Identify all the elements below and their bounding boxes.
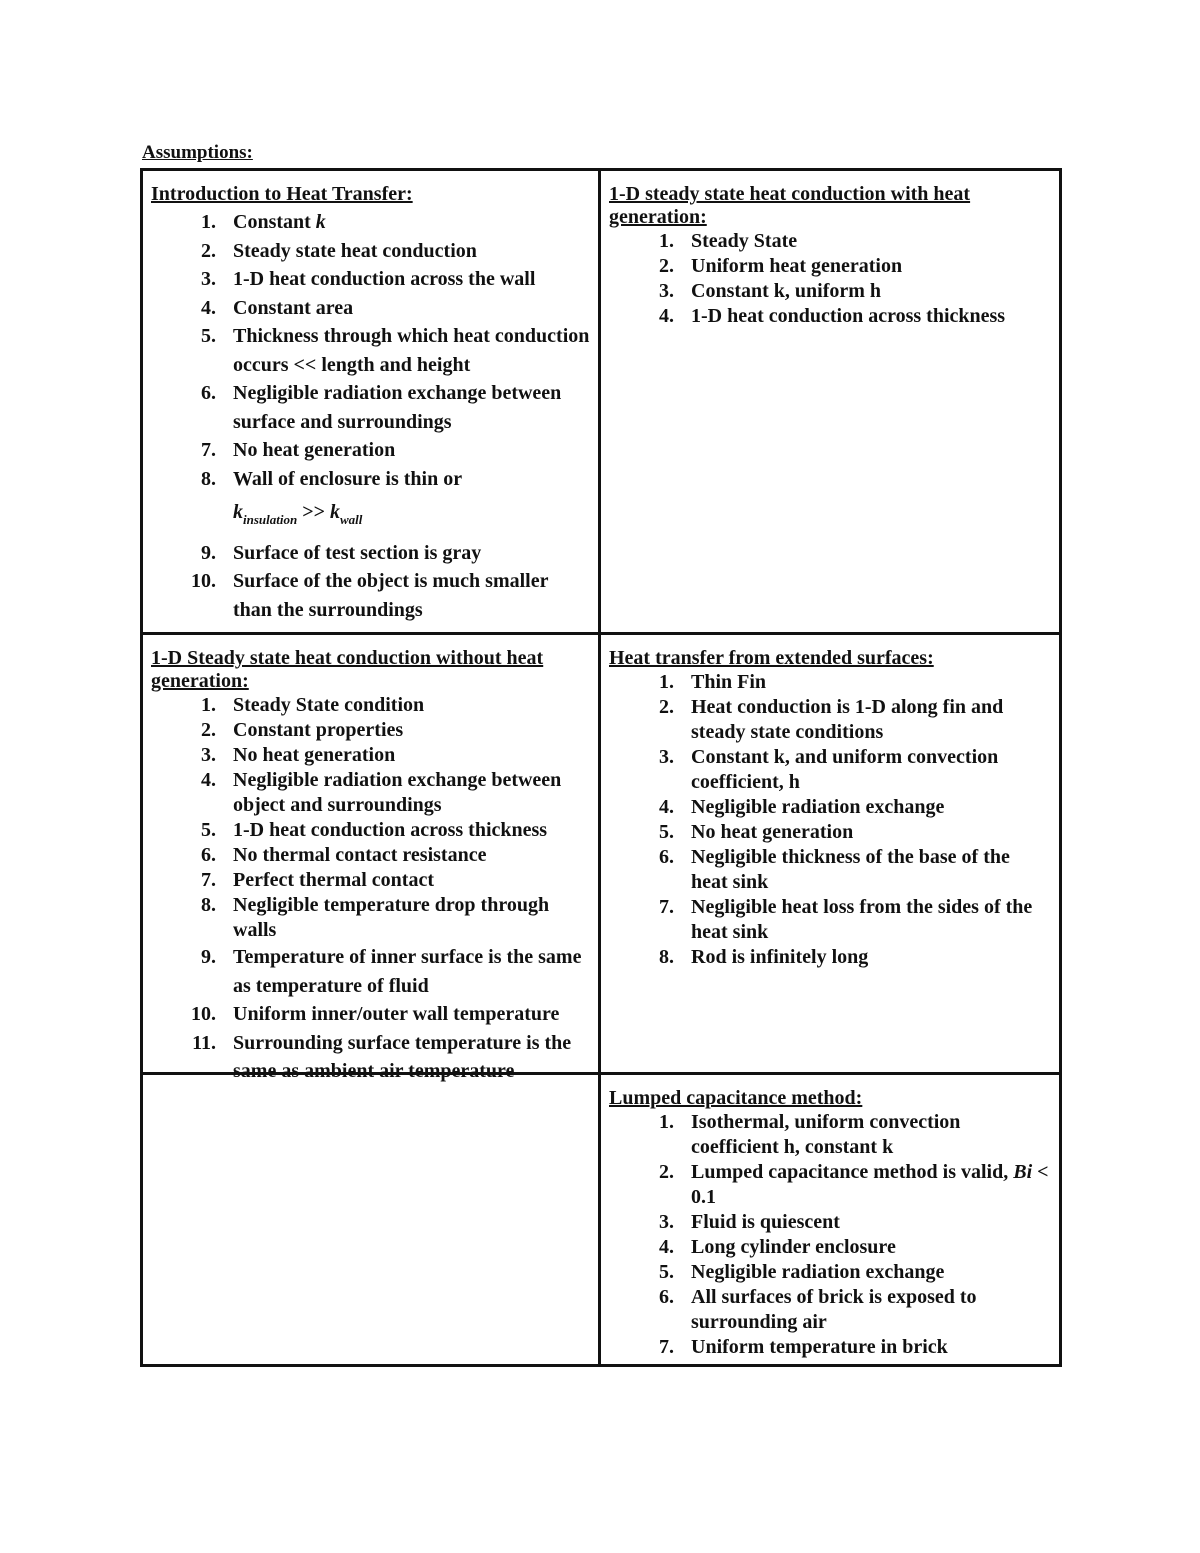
table-row (143, 171, 1059, 632)
list-item: 5. No heat generation (679, 820, 1051, 845)
list-item: 3. 1-D heat conduction across the wall (221, 265, 590, 294)
list-item: 5. Thickness through which heat conduction occurs << length and height (221, 322, 590, 379)
lumped-capacitance-cell (601, 1075, 1059, 1364)
item-text: Wall of enclosure is thin or (233, 467, 463, 490)
list-item: 9. Temperature of inner surface is the same as temperature of fluid (221, 943, 590, 1000)
biot-symbol: Bi (1013, 1161, 1033, 1183)
list-item (221, 208, 590, 237)
list-item: 4. Negligible radiation exchange between object and surroundings (221, 768, 590, 818)
list-item: 5. 1-D heat conduction across thickness (221, 818, 590, 843)
table-row (143, 1072, 1059, 1364)
list-item: 6. No thermal contact resistance (221, 843, 590, 868)
list-item: 2. Uniform heat generation (679, 254, 1051, 279)
assumptions-table (140, 168, 1062, 1367)
list-item: 2. Steady state heat conduction (221, 237, 590, 266)
list-item: 2. Heat conduction is 1-D along fin and steady state conditions (679, 695, 1051, 745)
list-item: 10. Surface of the object is much smaller than the surroundings (221, 567, 590, 624)
list-item: 10. Uniform inner/outer wall temperature (221, 1000, 590, 1029)
no-generation-cell (143, 635, 601, 1082)
list-item: 7. Uniform temperature in brick (679, 1335, 1051, 1360)
list-item: 4. Long cylinder enclosure (679, 1235, 1051, 1260)
list-item: 3. Constant k, and uniform convection coefficient, h (679, 745, 1051, 795)
intro-list (151, 208, 590, 624)
subscript-insulation: insulation (243, 511, 298, 527)
lumped-capacitance-list (609, 1110, 1051, 1360)
extended-surfaces-cell (601, 635, 1059, 1072)
item-text: < 0.1 (691, 1161, 1049, 1208)
list-item: 7. Perfect thermal contact (221, 868, 590, 893)
operator: >> (297, 500, 330, 523)
list-item (221, 465, 590, 539)
list-item: 3. Fluid is quiescent (679, 1210, 1051, 1235)
generation-list (609, 229, 1051, 329)
list-item: 4. Constant area (221, 294, 590, 323)
list-item: 6. Negligible thickness of the base of the heat sink (679, 845, 1051, 895)
list-item: 9. Surface of test section is gray (221, 539, 590, 568)
extended-surfaces-list (609, 670, 1051, 970)
list-item: 5. Negligible radiation exchange (679, 1260, 1051, 1285)
generation-title: 1-D steady state heat conduction with heat generation: (609, 183, 971, 228)
list-item: 8. Negligible temperature drop through walls (221, 893, 590, 943)
table-row (143, 632, 1059, 1082)
list-item: 7. Negligible heat loss from the sides of the heat sink (679, 895, 1051, 945)
lumped-capacitance-title: Lumped capacitance method: (609, 1087, 863, 1109)
list-item: 3. Constant k, uniform h (679, 279, 1051, 304)
no-generation-title: 1-D Steady state heat conduction without heat generation: (151, 647, 544, 692)
k-symbol: k (330, 500, 340, 523)
list-item: 4. Negligible radiation exchange (679, 795, 1051, 820)
list-item: 4. 1-D heat conduction across thickness (679, 304, 1051, 329)
list-item: 3. No heat generation (221, 743, 590, 768)
list-item: 6. Negligible radiation exchange between surface and surroundings (221, 379, 590, 436)
list-item: 11. Surrounding surface temperature is the same as ambient air temperature (221, 1029, 590, 1086)
list-item (679, 1160, 1051, 1210)
list-item: 1. Thin Fin (679, 670, 1051, 695)
intro-title: Introduction to Heat Transfer: (151, 183, 413, 205)
page-title: Assumptions: (142, 142, 253, 163)
list-item: 1. Steady State condition (221, 693, 590, 718)
extended-surfaces-title: Heat transfer from extended surfaces: (609, 647, 934, 669)
k-symbol: k (233, 500, 243, 523)
list-item: 7. No heat generation (221, 436, 590, 465)
subscript-wall: wall (340, 511, 363, 527)
item-text: Lumped capacitance method is valid, (691, 1161, 1014, 1183)
k-symbol: k (315, 211, 326, 233)
intro-cell (143, 171, 601, 632)
list-item: 8. Rod is infinitely long (679, 945, 1051, 970)
list-item: 2. Constant properties (221, 718, 590, 743)
generation-cell (601, 171, 1059, 632)
item-text: Constant (233, 211, 316, 233)
list-item: 1. Isothermal, uniform convection coefficient h, constant k (679, 1110, 1051, 1160)
list-item: 1. Steady State (679, 229, 1051, 254)
list-item: 6. All surfaces of brick is exposed to surrounding air (679, 1285, 1051, 1335)
no-generation-list (151, 693, 590, 1086)
empty-cell (143, 1075, 601, 1364)
